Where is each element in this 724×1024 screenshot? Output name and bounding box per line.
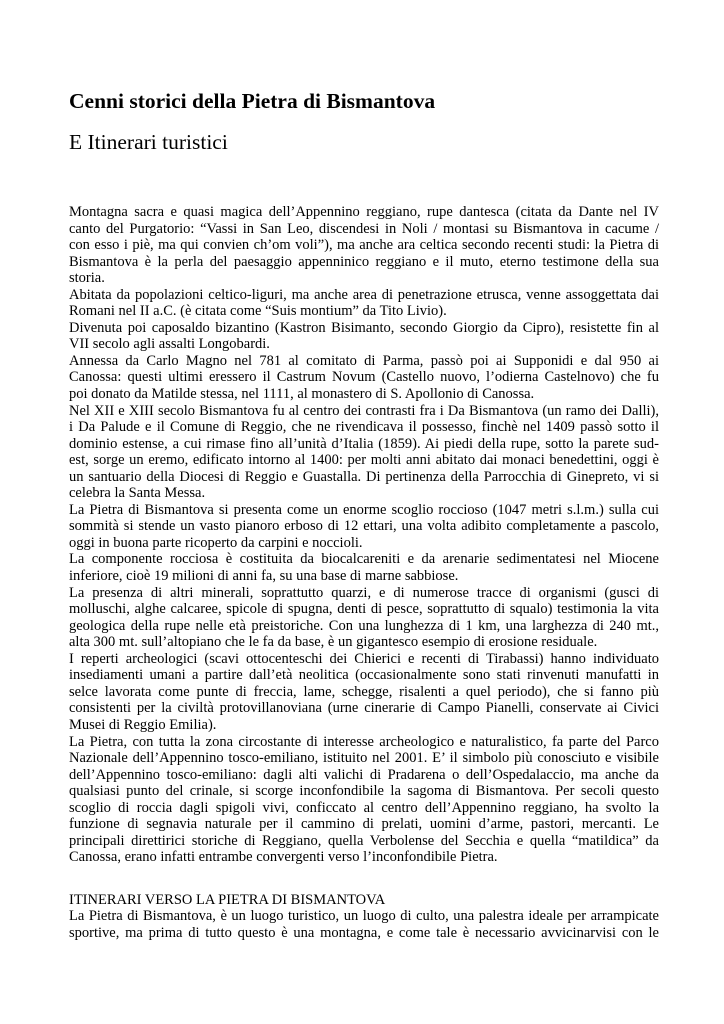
text-line: poi donato da Matilde stessa, nel 1111, al monastero di S. Apollonio di Canossa. (69, 386, 535, 403)
text-line: La Pietra di Bismantova, è un luogo turistico, un luogo di culto, una palestra ideale per arrampicate (69, 908, 659, 924)
text-line: consistenti per la civiltà protovillanoviana (urne cinerarie di Campo Pianelli, conservate ai Civici (69, 700, 659, 717)
text-line: sportive, ma prima di tutto questo è una montagna, e come tale è necessario avvicinarvisi con le (69, 924, 659, 941)
text-line: alta 300 mt. sull’altopiano che le fa da base, è un gigantesco esempio di erosione residuale. (69, 634, 598, 651)
text-line: funzione di segnavia naturale per il cammino di prelati, uomini d’arme, pastori, mercanti. Le (69, 816, 659, 833)
text-line: i Da Palude e il Comune di Reggio, che ne rivendicava il possesso, finchè nel 1409 passò sotto il (69, 419, 659, 436)
text-line: un santuario della Diocesi di Reggio e Guastalla. Di pertinenza della Parrocchia di Ginepreto, vi si (69, 468, 659, 485)
text-line: Abitata da popolazioni celtico-liguri, ma anche area di penetrazione etrusca, venne assoggettata dai (69, 286, 659, 303)
text-line: storia. (69, 270, 105, 287)
text-line: Romani nel II a.C. (è citata come “Suis montium” da Tito Livio). (69, 303, 447, 320)
text-line: oggi in buona parte ricoperto da carpini e noccioli. (69, 534, 363, 551)
text-line: dominio estense, a cui rimase fino all’unità d’Italia (1859). Ai piedi della rupe, sotto la parete sud- (69, 435, 659, 452)
text-line: molluschi, alghe calcaree, spicole di spugna, denti di pesce, soprattutto di squalo) testimonia la vita (69, 601, 659, 618)
text-line: insediamenti umani a partire dall’età neolitica (occasionalmente sono stati rinvenuti manufatti in (69, 667, 659, 684)
section-text (69, 908, 659, 941)
text-line: Bismantova è la perla del paesaggio appenninico reggiano e il muto, eterno testimone della sua (69, 253, 659, 270)
text-line: Montagna sacra e quasi magica dell’Appennino reggiano, rupe dantesca (citata da Dante nel IV (69, 204, 659, 220)
text-line: VII secolo agli assalti Longobardi. (69, 336, 270, 353)
text-line: con esso i piè, ma qui convien ch’om voli”), ma anche ara celtica secondo recenti studi: la Pietra di (69, 237, 659, 254)
text-line: qualsiasi punto del crinale, si scorge inconfondibile la sagoma di Bismantova. Per secoli questo (69, 783, 659, 800)
text-line: Canossa: questi ultimi eressero il Castrum Novum (Castello nuovo, l’odierna Castelnovo) che fu (69, 369, 659, 386)
text-line: Nazionale dell’Appennino tosco-emiliano, istituito nel 2001. E’ il simbolo più conosciuto e visibile (69, 750, 659, 767)
text-line: geologica della rupe nelle età preistoriche. Con una lunghezza di 1 km, una larghezza di 240 mt., (69, 617, 659, 634)
text-line: est, sorge un eremo, edificato intorno al 1400: per molti anni abitato dai monaci benedettini, oggi è (69, 452, 659, 469)
text-line: Nel XII e XIII secolo Bismantova fu al centro dei contrasti fra i Da Bismantova (un ramo dei Dalli), (69, 402, 659, 419)
text-line: Divenuta poi caposaldo bizantino (Kastron Bisimanto, secondo Giorgio da Cipro), resistette fin al (69, 319, 659, 336)
text-line: Annessa da Carlo Magno nel 781 al comitato di Parma, passò poi ai Supponidi e dal 950 ai (69, 352, 659, 369)
document-title: Cenni storici della Pietra di Bismantova (69, 89, 436, 113)
text-line: La Pietra di Bismantova si presenta come un enorme scoglio roccioso (1047 metri s.l.m.) sulla cui (69, 501, 659, 518)
text-line: scoglio di roccia dagli spigoli vivi, conficcato al centro dell’Appennino reggiano, ha svolto la (69, 799, 659, 816)
text-line: La Pietra, con tutta la zona circostante di interesse archeologico e naturalistico, fa parte del Parco (69, 733, 659, 750)
section-heading: ITINERARI VERSO LA PIETRA DI BISMANTOVA (69, 892, 386, 908)
text-line: Canossa, erano infatti entrambe convergenti verso l’inconfondibile Pietra. (69, 849, 498, 866)
text-line: principali direttirici storiche di Reggiano, quella Verbolense del Secchia e quella “matildica” da (69, 832, 659, 849)
body-text (69, 204, 659, 866)
text-line: inferiore, cioè 19 milioni di anni fa, su una base di marne sabbiose. (69, 568, 459, 585)
document-subtitle: E Itinerari turistici (69, 130, 228, 154)
text-line: canto del Purgatorio: “Vassi in San Leo, discendesi in Noli / montasi su Bismantova in cacume / (69, 220, 659, 237)
text-line: Musei di Reggio Emilia). (69, 716, 217, 733)
text-line: La componente rocciosa è costituita da biocalcareniti e da arenarie sedimentatesi nel Miocene (69, 551, 659, 568)
text-line: I reperti archeologici (scavi ottocenteschi dei Chierici e recenti di Tirabassi) hanno individuato (69, 650, 659, 667)
text-line: dell’Appennino tosco-emiliano: dagli alti valichi di Pradarena o dell’Ospedalaccio, ma anche da (69, 766, 659, 783)
text-line: La presenza di altri minerali, soprattutto quarzi, e di numerose tracce di organismi (gusci di (69, 584, 659, 601)
text-line: sommità si stende un vasto pianoro erboso di 12 ettari, una volta adibito completamente a pascolo, (69, 518, 659, 535)
text-line: selce lavorata come punte di freccia, lame, schegge, risalenti a quel periodo), che si fanno più (69, 683, 659, 700)
text-line: celebra la Santa Messa. (69, 485, 206, 502)
